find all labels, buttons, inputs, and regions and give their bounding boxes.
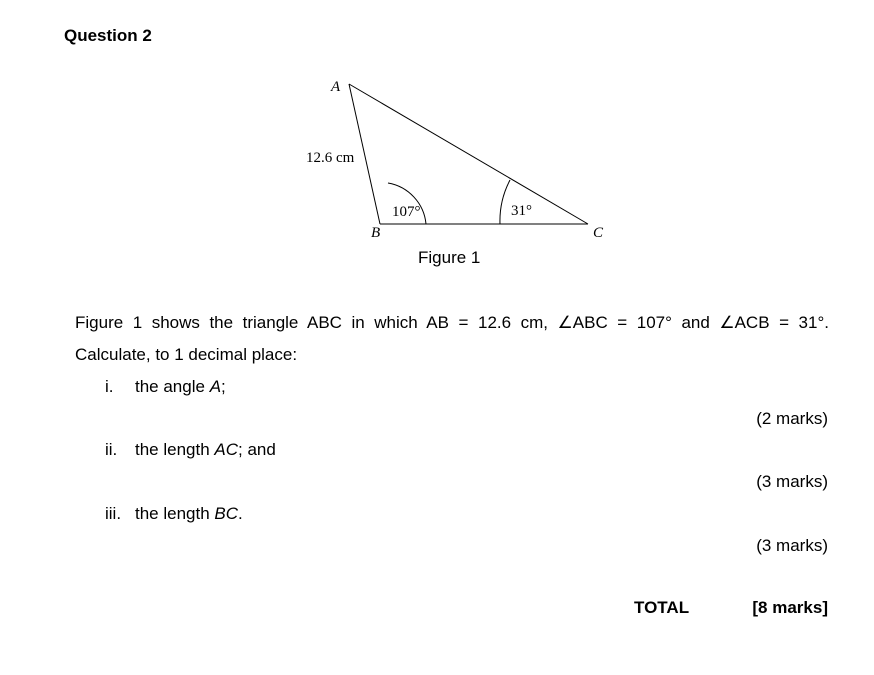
question-instruction: Calculate, to 1 decimal place: <box>75 345 298 364</box>
part-text: the length <box>135 440 215 459</box>
part-variable: BC <box>214 504 239 523</box>
total-marks: [8 marks] <box>752 598 828 617</box>
part-i-marks: (2 marks) <box>756 409 828 428</box>
part-text: the angle <box>135 377 210 396</box>
part-ii <box>105 440 276 460</box>
part-variable: AC <box>214 440 239 459</box>
total-label: TOTAL <box>634 598 690 617</box>
part-text-end: ; and <box>238 440 276 459</box>
question-intro: Figure 1 shows the triangle ABC in which AB = 12.6 cm, ∠ABC = 107° and ∠ACB = 31°. <box>75 313 829 332</box>
side-ab-length-label: 12.6 cm <box>306 150 355 166</box>
angle-c-label: 31° <box>511 203 532 219</box>
angle-c-arc <box>500 180 510 224</box>
vertex-a-label: A <box>331 79 341 95</box>
angle-b-label: 107° <box>392 204 421 220</box>
vertex-c-label: C <box>593 225 604 241</box>
part-ii-marks: (3 marks) <box>756 472 828 491</box>
part-text-end: . <box>238 504 243 523</box>
figure-caption: Figure 1 <box>418 248 481 267</box>
part-number: ii. <box>105 440 118 459</box>
part-number: i. <box>105 377 114 396</box>
part-text-end: ; <box>221 377 226 396</box>
side-ac <box>349 84 588 224</box>
part-variable: A <box>209 377 222 396</box>
question-title: Question 2 <box>64 26 152 45</box>
part-i <box>105 377 226 397</box>
part-iii <box>105 504 243 524</box>
part-text: the length <box>135 504 215 523</box>
part-number: iii. <box>105 504 122 523</box>
part-iii-marks: (3 marks) <box>756 536 828 555</box>
vertex-b-label: B <box>371 225 381 241</box>
